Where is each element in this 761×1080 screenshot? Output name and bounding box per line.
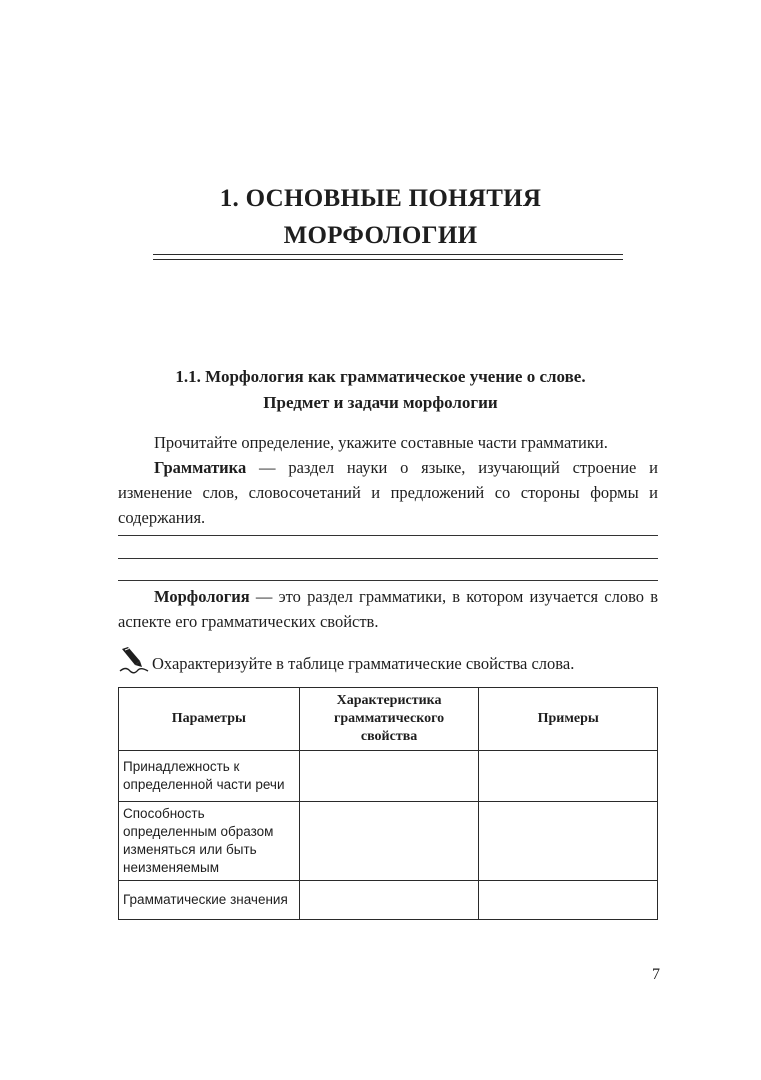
table-header-row [119,688,658,751]
pen-writing-icon [118,647,150,682]
morphology-definition [118,584,658,634]
header-parameters: Параметры [119,688,300,751]
section-heading-line-1: 1.1. Морфология как грамматическое учение о слове. [175,367,586,386]
header-characteristic: Характеристика грамматического свойства [299,688,479,751]
morphology-definition-text: — это раздел грамматики, в котором изучается слово в аспекте его грамматических свойств. [118,587,658,631]
task-instruction [118,647,678,682]
instruction-text: Прочитайте определение, укажите составные части грамматики. [154,433,608,452]
title-rule-top [153,254,623,255]
table-cell-characteristic[interactable] [299,802,479,881]
table-cell-examples[interactable] [479,802,658,881]
grammar-definition [118,455,658,530]
table-cell-characteristic[interactable] [299,881,479,920]
grammar-definition-text: — раздел науки о языке, изучающий строение и изменение слов, словосочетаний и предложений со стороны формы и содержания. [118,458,658,527]
chapter-title-line-2: МОРФОЛОГИИ [283,222,478,249]
table-cell-examples[interactable] [479,881,658,920]
grammar-properties-table [118,687,658,920]
page-number: 7 [652,966,660,983]
section-heading [0,364,761,416]
table-cell-parameter: Способность определенным образом изменяться или быть неизменяемым [119,802,300,881]
table-row [119,802,658,881]
grammar-term: Грамматика [154,458,247,477]
title-rule-bottom [153,259,623,260]
table-row [119,881,658,920]
answer-line-3 [118,580,658,581]
chapter-title-line-1: 1. ОСНОВНЫЕ ПОНЯТИЯ [219,185,542,212]
answer-line-2 [118,558,658,559]
task-text: Охарактеризуйте в таблице грамматические свойства слова. [152,654,575,673]
table-cell-examples[interactable] [479,751,658,802]
header-examples: Примеры [479,688,658,751]
morphology-term: Морфология [154,587,250,606]
table-cell-parameter: Грамматические значения [119,881,300,920]
table-row [119,751,658,802]
table-cell-parameter: Принадлежность к определенной части речи [119,751,300,802]
section-heading-line-2: Предмет и задачи морфологии [263,393,498,412]
answer-line-1 [118,535,658,536]
chapter-title [0,180,761,254]
table-cell-characteristic[interactable] [299,751,479,802]
